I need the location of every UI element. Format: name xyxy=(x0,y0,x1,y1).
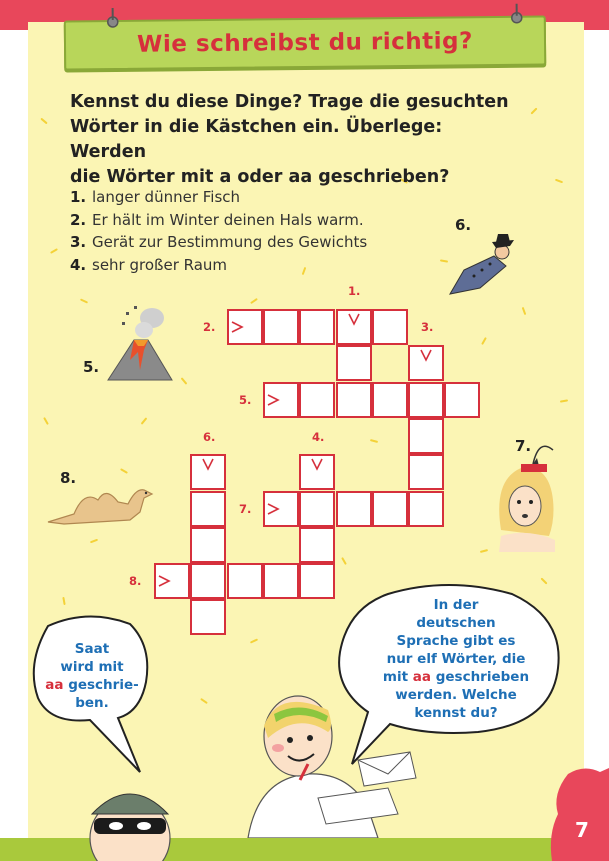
arrow-right-icon xyxy=(266,393,280,407)
arrow-right-icon xyxy=(157,574,171,588)
crossword-cell[interactable] xyxy=(408,418,444,454)
clue-text: Er hält im Winter deinen Hals warm. xyxy=(92,210,364,229)
instruction-line: Wörter in die Kästchen ein. Überlege: Werden xyxy=(70,117,443,162)
crossword-number-1: 1. xyxy=(348,284,361,298)
crossword-cell[interactable] xyxy=(299,527,335,563)
clue-item xyxy=(70,254,410,277)
crossword-number-7: 7. xyxy=(239,502,252,516)
crossword-cell[interactable] xyxy=(372,491,408,527)
crossword-cell[interactable] xyxy=(227,563,263,599)
crossword-number-5: 5. xyxy=(239,393,252,407)
camel-icon xyxy=(44,478,156,526)
clue-number: 1. xyxy=(70,188,87,206)
clue-number: 3. xyxy=(70,233,87,251)
clue-number: 4. xyxy=(70,255,87,274)
clue-text: Gerät zur Bestimmung des Gewichts xyxy=(92,233,368,251)
volcano-icon xyxy=(104,300,176,386)
crossword-number-8: 8. xyxy=(129,574,142,588)
speech-bubble-left-text: Saat wird mit aa geschrie- ben. xyxy=(45,641,139,711)
arrow-down-icon xyxy=(419,348,433,362)
picture-label-5: 5. xyxy=(83,358,100,376)
clue-text: sehr großer Raum xyxy=(92,255,228,274)
clue-item xyxy=(70,186,410,209)
crossword-cell[interactable] xyxy=(444,382,480,418)
crossword-cell[interactable] xyxy=(408,454,444,490)
crossword-cell[interactable] xyxy=(263,563,299,599)
arrow-down-icon xyxy=(347,312,361,326)
crossword-cell[interactable] xyxy=(299,309,335,345)
crossword-cell[interactable] xyxy=(372,309,408,345)
arrow-right-icon xyxy=(230,320,244,334)
girl-combing-hair-icon xyxy=(493,440,563,552)
speech-bubble-right-text: In der deutschen Sprache gibt es nur elf Wörter, die mit aa geschrieben werden. Welche kennst du? xyxy=(382,597,530,721)
crossword-cell[interactable] xyxy=(408,382,444,418)
crossword-cell[interactable] xyxy=(299,382,335,418)
picture-label-6: 6. xyxy=(455,216,472,234)
instruction-line: die Wörter mit a oder aa geschrieben? xyxy=(70,167,450,187)
crossword-cell[interactable] xyxy=(336,345,372,381)
clue-item xyxy=(70,209,410,232)
instructions xyxy=(70,90,510,190)
crossword-cell[interactable] xyxy=(263,309,299,345)
crossword-number-4: 4. xyxy=(312,430,325,444)
clue-item xyxy=(70,231,410,254)
page-corner xyxy=(548,764,609,861)
spy-figure-icon xyxy=(444,230,518,302)
crossword-cell[interactable] xyxy=(190,599,226,635)
crossword-cell[interactable] xyxy=(408,491,444,527)
arrow-down-icon xyxy=(310,457,324,471)
boy-writing-icon xyxy=(238,688,438,838)
masked-man-icon xyxy=(80,778,180,861)
crossword-cell[interactable] xyxy=(372,382,408,418)
title-banner xyxy=(64,15,546,70)
crossword-number-6: 6. xyxy=(203,430,216,444)
crossword-cell[interactable] xyxy=(190,563,226,599)
crossword-number-2: 2. xyxy=(203,320,216,334)
clue-text: langer dünner Fisch xyxy=(92,188,241,206)
page-title: Wie schreibst du richtig? xyxy=(136,28,474,58)
crossword-cell[interactable] xyxy=(336,491,372,527)
instruction-line: Kennst du diese Dinge? Trage die gesuchten xyxy=(70,92,509,112)
crossword-number-3: 3. xyxy=(421,320,434,334)
arrow-down-icon xyxy=(201,457,215,471)
picture-label-7: 7. xyxy=(515,437,532,455)
crossword-cell[interactable] xyxy=(336,382,372,418)
crossword-cell[interactable] xyxy=(190,527,226,563)
crossword-cell[interactable] xyxy=(190,491,226,527)
picture-label-8: 8. xyxy=(60,469,77,487)
clue-number: 2. xyxy=(70,210,87,229)
crossword-cell[interactable] xyxy=(299,491,335,527)
clue-list xyxy=(70,186,410,276)
page-number: 7 xyxy=(575,818,589,842)
arrow-right-icon xyxy=(266,502,280,516)
